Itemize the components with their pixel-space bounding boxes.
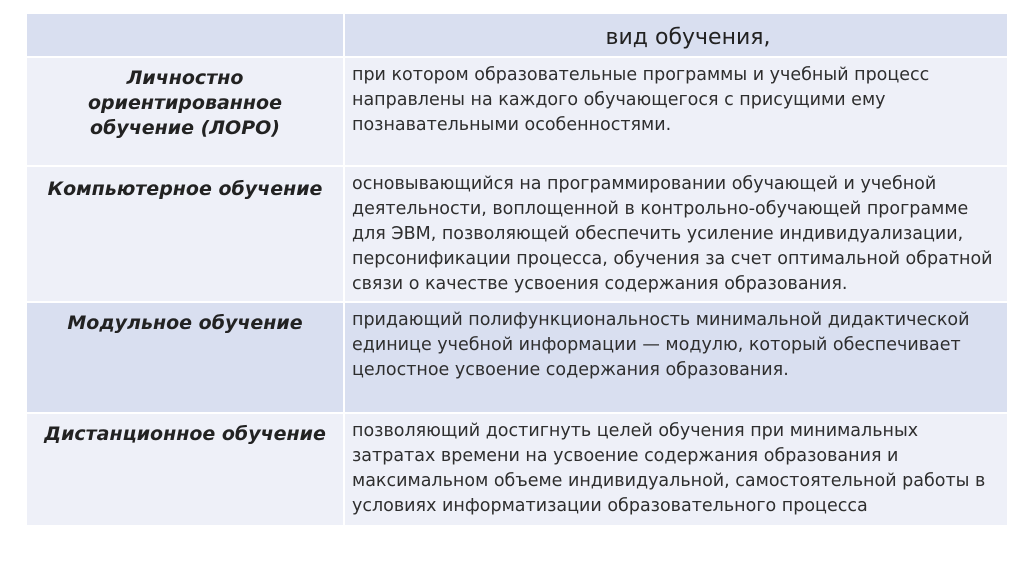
term-modular-learning: Модульное обучение [27,303,345,414]
term-distance-learning: Дистанционное обучение [27,414,345,527]
term-loro: Личностно ориентированное обучение (ЛОРО) [27,58,345,167]
learning-types-table [27,14,1007,527]
description-computer-learning: основывающийся на программировании обучающей и учебной деятельности, воплощенной в контрольно-обучающей программе для ЭВМ, позволяющей обеспечить усиление индивидуализации, персонификации процесса, обучения за счет оптимальной обратной связи о качестве усвоения содержания образования. [345,167,1007,303]
description-loro: при котором образовательные программы и учебный процесс направлены на каждого обучающегося с присущими ему познавательными особенностями. [345,58,1007,167]
table-header: вид обучения, [345,14,1007,58]
term-computer-learning: Компьютерное обучение [27,167,345,303]
description-modular-learning: придающий полифункциональность минимальной дидактической единице учебной информации — модулю, который обеспечивает целостное усвоение содержания образования. [345,303,1007,414]
header-empty-cell [27,14,345,58]
description-distance-learning: позволяющий достигнуть целей обучения при минимальных затратах времени на усвоение содержания образования и максимальном объеме индивидуальной, самостоятельной работы в условиях информатизации образовательного процесса [345,414,1007,527]
